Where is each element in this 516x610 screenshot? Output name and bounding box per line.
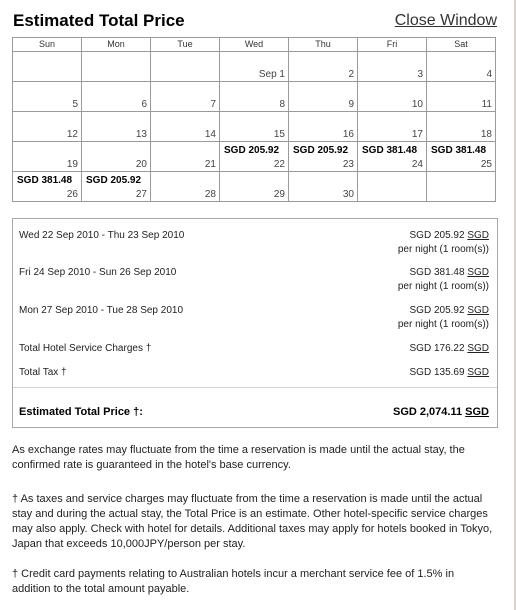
day-number: 18	[480, 129, 492, 140]
stay-amount: SGD 205.92	[409, 230, 465, 241]
service-charges-label: Total Hotel Service Charges †	[19, 343, 152, 354]
calendar-day-cell	[151, 82, 220, 112]
tax-amount: SGD 135.69	[409, 367, 465, 378]
night-price: SGD 205.92	[86, 175, 142, 186]
currency-link[interactable]: SGD	[467, 367, 489, 378]
day-number: 6	[141, 99, 147, 110]
day-number: 14	[204, 129, 216, 140]
stay-amount: SGD 205.92	[409, 305, 465, 316]
calendar-day-cell	[289, 52, 358, 82]
calendar-week-row	[13, 112, 496, 142]
stay-dates: Mon 27 Sep 2010 - Tue 28 Sep 2010	[19, 305, 184, 316]
currency-link[interactable]: SGD	[467, 305, 489, 316]
per-night-note: per night (1 room(s))	[397, 281, 489, 292]
calendar-day-cell	[151, 172, 220, 202]
calendar-day-cell	[13, 172, 82, 202]
calendar-empty-cell	[13, 52, 82, 82]
day-number: 27	[135, 189, 147, 200]
calendar-day-cell	[289, 172, 358, 202]
day-number: Sep 1	[258, 69, 285, 80]
calendar-empty-cell	[427, 172, 496, 202]
day-number: 23	[342, 159, 354, 170]
service-charges-amount: SGD 176.22	[409, 343, 465, 354]
day-number: 26	[66, 189, 78, 200]
day-number: 9	[348, 99, 354, 110]
weekday-tue: Tue	[151, 38, 220, 52]
night-price: SGD 205.92	[293, 145, 349, 156]
page-title: Estimated Total Price	[13, 11, 185, 30]
weekday-sat: Sat	[427, 38, 496, 52]
calendar-day-cell	[13, 112, 82, 142]
price-summary-panel	[12, 218, 498, 428]
calendar-day-cell	[82, 172, 151, 202]
day-number: 2	[348, 69, 354, 80]
day-number: 12	[66, 129, 78, 140]
calendar-day-cell	[151, 142, 220, 172]
calendar-day-cell	[220, 142, 289, 172]
weekday-fri: Fri	[358, 38, 427, 52]
calendar-day-cell	[358, 112, 427, 142]
day-number: 13	[135, 129, 147, 140]
calendar-day-cell	[13, 82, 82, 112]
price-calendar	[12, 37, 496, 202]
per-night-note: per night (1 room(s))	[397, 319, 489, 330]
calendar-day-cell	[427, 52, 496, 82]
per-night-note: per night (1 room(s))	[397, 244, 489, 255]
calendar-week-row	[13, 52, 496, 82]
day-number: 25	[480, 159, 492, 170]
calendar-day-cell	[289, 142, 358, 172]
calendar-day-cell	[151, 112, 220, 142]
night-price: SGD 381.48	[17, 175, 73, 186]
exchange-rate-note: As exchange rates may fluctuate from the time a reservation is made until the actual stay, the confirmed rate is guaranteed in the hotel's base currency.	[12, 444, 465, 471]
day-number: 20	[135, 159, 147, 170]
day-number: 28	[204, 189, 216, 200]
tax-label: Total Tax †	[19, 367, 67, 378]
day-number: 19	[66, 159, 78, 170]
calendar-day-cell	[358, 142, 427, 172]
weekday-wed: Wed	[220, 38, 289, 52]
calendar-week-row	[13, 82, 496, 112]
day-number: 16	[342, 129, 354, 140]
day-number: 10	[411, 99, 423, 110]
day-number: 11	[481, 99, 492, 110]
calendar-day-cell	[82, 82, 151, 112]
weekday-mon: Mon	[82, 38, 151, 52]
day-number: 3	[417, 69, 423, 80]
calendar-day-cell	[358, 52, 427, 82]
currency-link[interactable]: SGD	[467, 267, 489, 278]
calendar-week-row	[13, 172, 496, 202]
calendar-empty-cell	[151, 52, 220, 82]
tax-disclaimer-note: † As taxes and service charges may fluctuate from the time a reservation is made until the actual stay and during the actual stay, the Total Price is an estimate. Other hotel-specific service charges may also apply. Check with hotel for details. Additional taxes may apply for hotels booked in Tokyo, Japan that exceeds 10,000JPY/person per stay.	[12, 493, 493, 550]
day-number: 15	[273, 129, 285, 140]
currency-link[interactable]: SGD	[467, 230, 489, 241]
calendar-day-cell	[289, 82, 358, 112]
calendar-day-cell	[427, 112, 496, 142]
day-number: 29	[273, 189, 285, 200]
calendar-week-row	[13, 142, 496, 172]
calendar-day-cell	[289, 112, 358, 142]
calendar-day-cell	[82, 142, 151, 172]
divider	[13, 387, 497, 388]
calendar-day-cell	[13, 142, 82, 172]
weekday-thu: Thu	[289, 38, 358, 52]
currency-link[interactable]: SGD	[467, 343, 489, 354]
day-number: 8	[279, 99, 285, 110]
calendar-day-cell	[220, 82, 289, 112]
day-number: 7	[210, 99, 216, 110]
calendar-day-cell	[358, 82, 427, 112]
day-number: 4	[486, 69, 492, 80]
header	[13, 11, 497, 35]
calendar-day-cell	[220, 112, 289, 142]
calendar-day-cell	[220, 52, 289, 82]
day-number: 22	[273, 159, 285, 170]
currency-link[interactable]: SGD	[465, 406, 489, 418]
day-number: 24	[411, 159, 423, 170]
stay-dates: Fri 24 Sep 2010 - Sun 26 Sep 2010	[19, 267, 177, 278]
calendar-day-cell	[82, 112, 151, 142]
day-number: 17	[411, 129, 423, 140]
close-window-link[interactable]: Close Window	[394, 12, 497, 29]
day-number: 5	[72, 99, 78, 110]
night-price: SGD 205.92	[224, 145, 280, 156]
weekday-sun: Sun	[13, 38, 82, 52]
stay-dates: Wed 22 Sep 2010 - Thu 23 Sep 2010	[19, 230, 185, 241]
stay-amount: SGD 381.48	[409, 267, 465, 278]
calendar-day-cell	[427, 142, 496, 172]
total-amount: SGD 2,074.11	[392, 406, 463, 418]
calendar-empty-cell	[358, 172, 427, 202]
day-number: 21	[204, 159, 216, 170]
calendar-day-cell	[427, 82, 496, 112]
night-price: SGD 381.48	[431, 145, 487, 156]
calendar-day-cell	[220, 172, 289, 202]
total-label: Estimated Total Price †:	[19, 406, 143, 418]
calendar-header-row	[13, 38, 496, 52]
calendar-empty-cell	[82, 52, 151, 82]
credit-card-note: † Credit card payments relating to Australian hotels incur a merchant service fee of 1.5% in addition to the total amount payable.	[12, 568, 455, 595]
day-number: 30	[342, 189, 354, 200]
night-price: SGD 381.48	[362, 145, 418, 156]
